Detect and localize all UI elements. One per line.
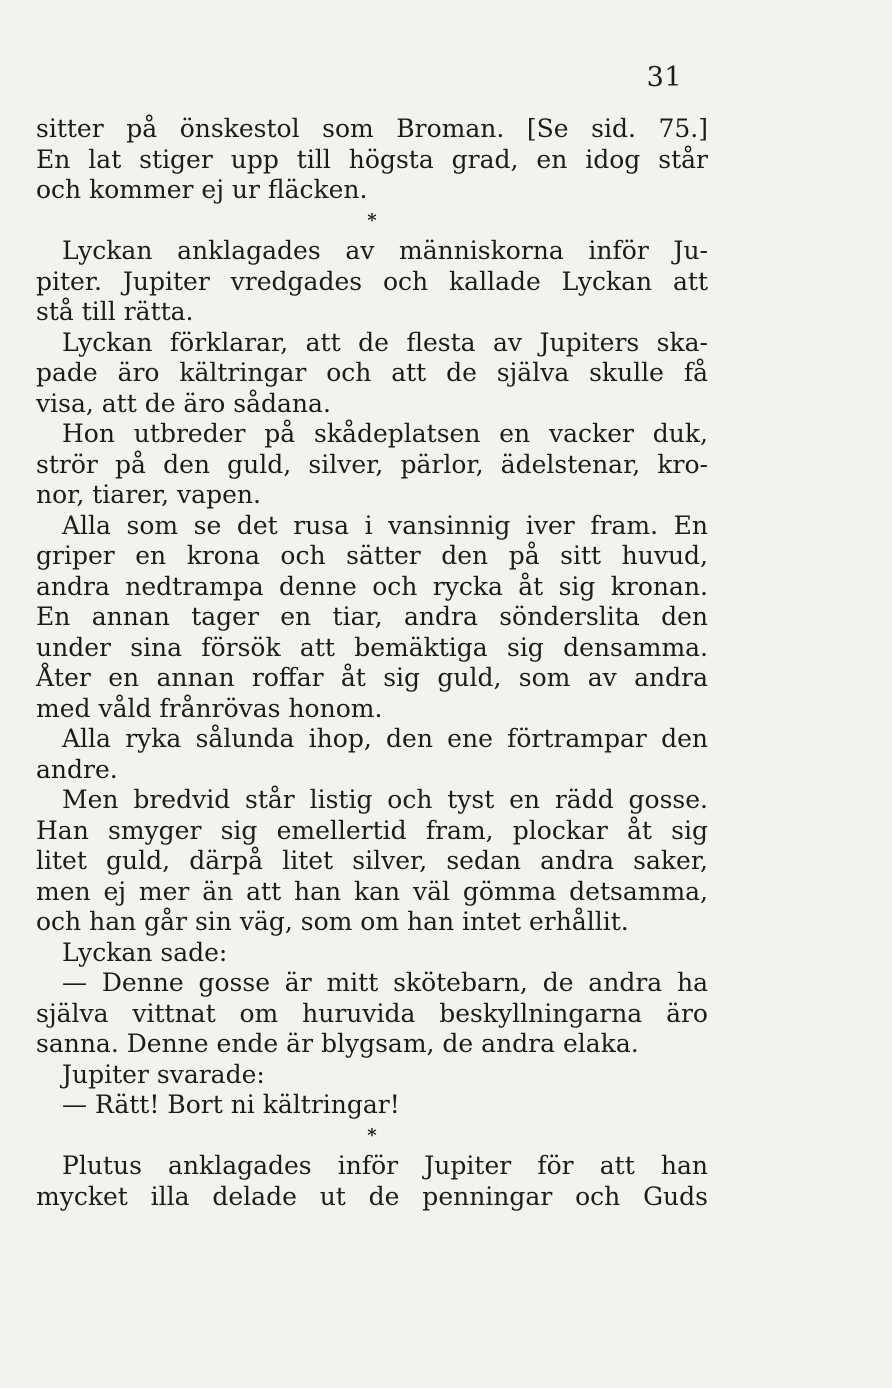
text-line: litet guld, därpå litet silver, sedan andra saker, [36, 846, 708, 875]
text-line: — Denne gosse är mitt skötebarn, de andra ha [62, 968, 708, 997]
text-line: Lyckan anklagades av människorna inför Ju- [62, 236, 708, 265]
text-line: strör på den guld, silver, pärlor, ädelstenar, kro- [36, 449, 708, 479]
text-line: under sina försök att bemäktiga sig densamma. [36, 632, 708, 662]
text-line: Alla ryka sålunda ihop, den ene förtrampar den [62, 724, 708, 753]
text-line: andra nedtrampa denne och rycka åt sig kronan. [36, 571, 708, 601]
text-line: och han går sin väg, som om han intet erhållit. [36, 907, 629, 936]
text-line: Han smyger sig emellertid fram, plockar åt sig [36, 815, 708, 845]
text-line: En annan tager en tiar, andra sönderslita den [36, 602, 708, 631]
text-line: — Rätt! Bort ni kältringar! [62, 1090, 400, 1119]
text-line: visa, att de äro sådana. [36, 388, 331, 418]
text-line: En lat stiger upp till högsta grad, en idog står [36, 144, 708, 174]
text-line: Plutus anklagades inför Jupiter för att han [62, 1151, 708, 1180]
text-line: Lyckan förklarar, att de flesta av Jupiters ska- [62, 327, 708, 357]
text-line: och kommer ej ur fläcken. [36, 175, 368, 204]
text-line: Jupiter svarade: [62, 1059, 265, 1089]
text-line: Hon utbreder på skådeplatsen en vacker duk, [62, 419, 708, 448]
text-line: Åter en annan roffar åt sig guld, som av andra [36, 663, 708, 692]
text-line: pade äro kältringar och att de själva skulle få [36, 358, 708, 387]
text-line: själva vittnat om huruvida beskyllningarna äro [36, 998, 708, 1028]
text-line: piter. Jupiter vredgades och kallade Lyckan att [36, 266, 708, 296]
text-line: nor, tiarer, vapen. [36, 480, 261, 509]
page-number: 31 [646, 62, 682, 93]
text-line: griper en krona och sätter den på sitt huvud, [36, 541, 708, 570]
text-line: men ej mer än att han kan väl gömma detsamma, [36, 876, 708, 906]
section-separator: * [367, 1124, 377, 1146]
body-text [36, 114, 708, 1212]
text-line: Lyckan sade: [62, 937, 228, 967]
text-line: stå till rätta. [36, 297, 194, 326]
text-line: Men bredvid står listig och tyst en rädd gosse. [62, 785, 708, 814]
section-separator: * [367, 209, 377, 231]
text-line: sitter på önskestol som Broman. [Se sid. 75.] [36, 114, 708, 143]
text-line: sanna. Denne ende är blygsam, de andra elaka. [36, 1029, 639, 1058]
text-line: Alla som se det rusa i vansinnig iver fram. En [62, 510, 708, 540]
text-line: mycket illa delade ut de penningar och Guds [36, 1181, 708, 1211]
text-line: med våld frånrövas honom. [36, 693, 383, 723]
text-line: andre. [36, 754, 118, 784]
